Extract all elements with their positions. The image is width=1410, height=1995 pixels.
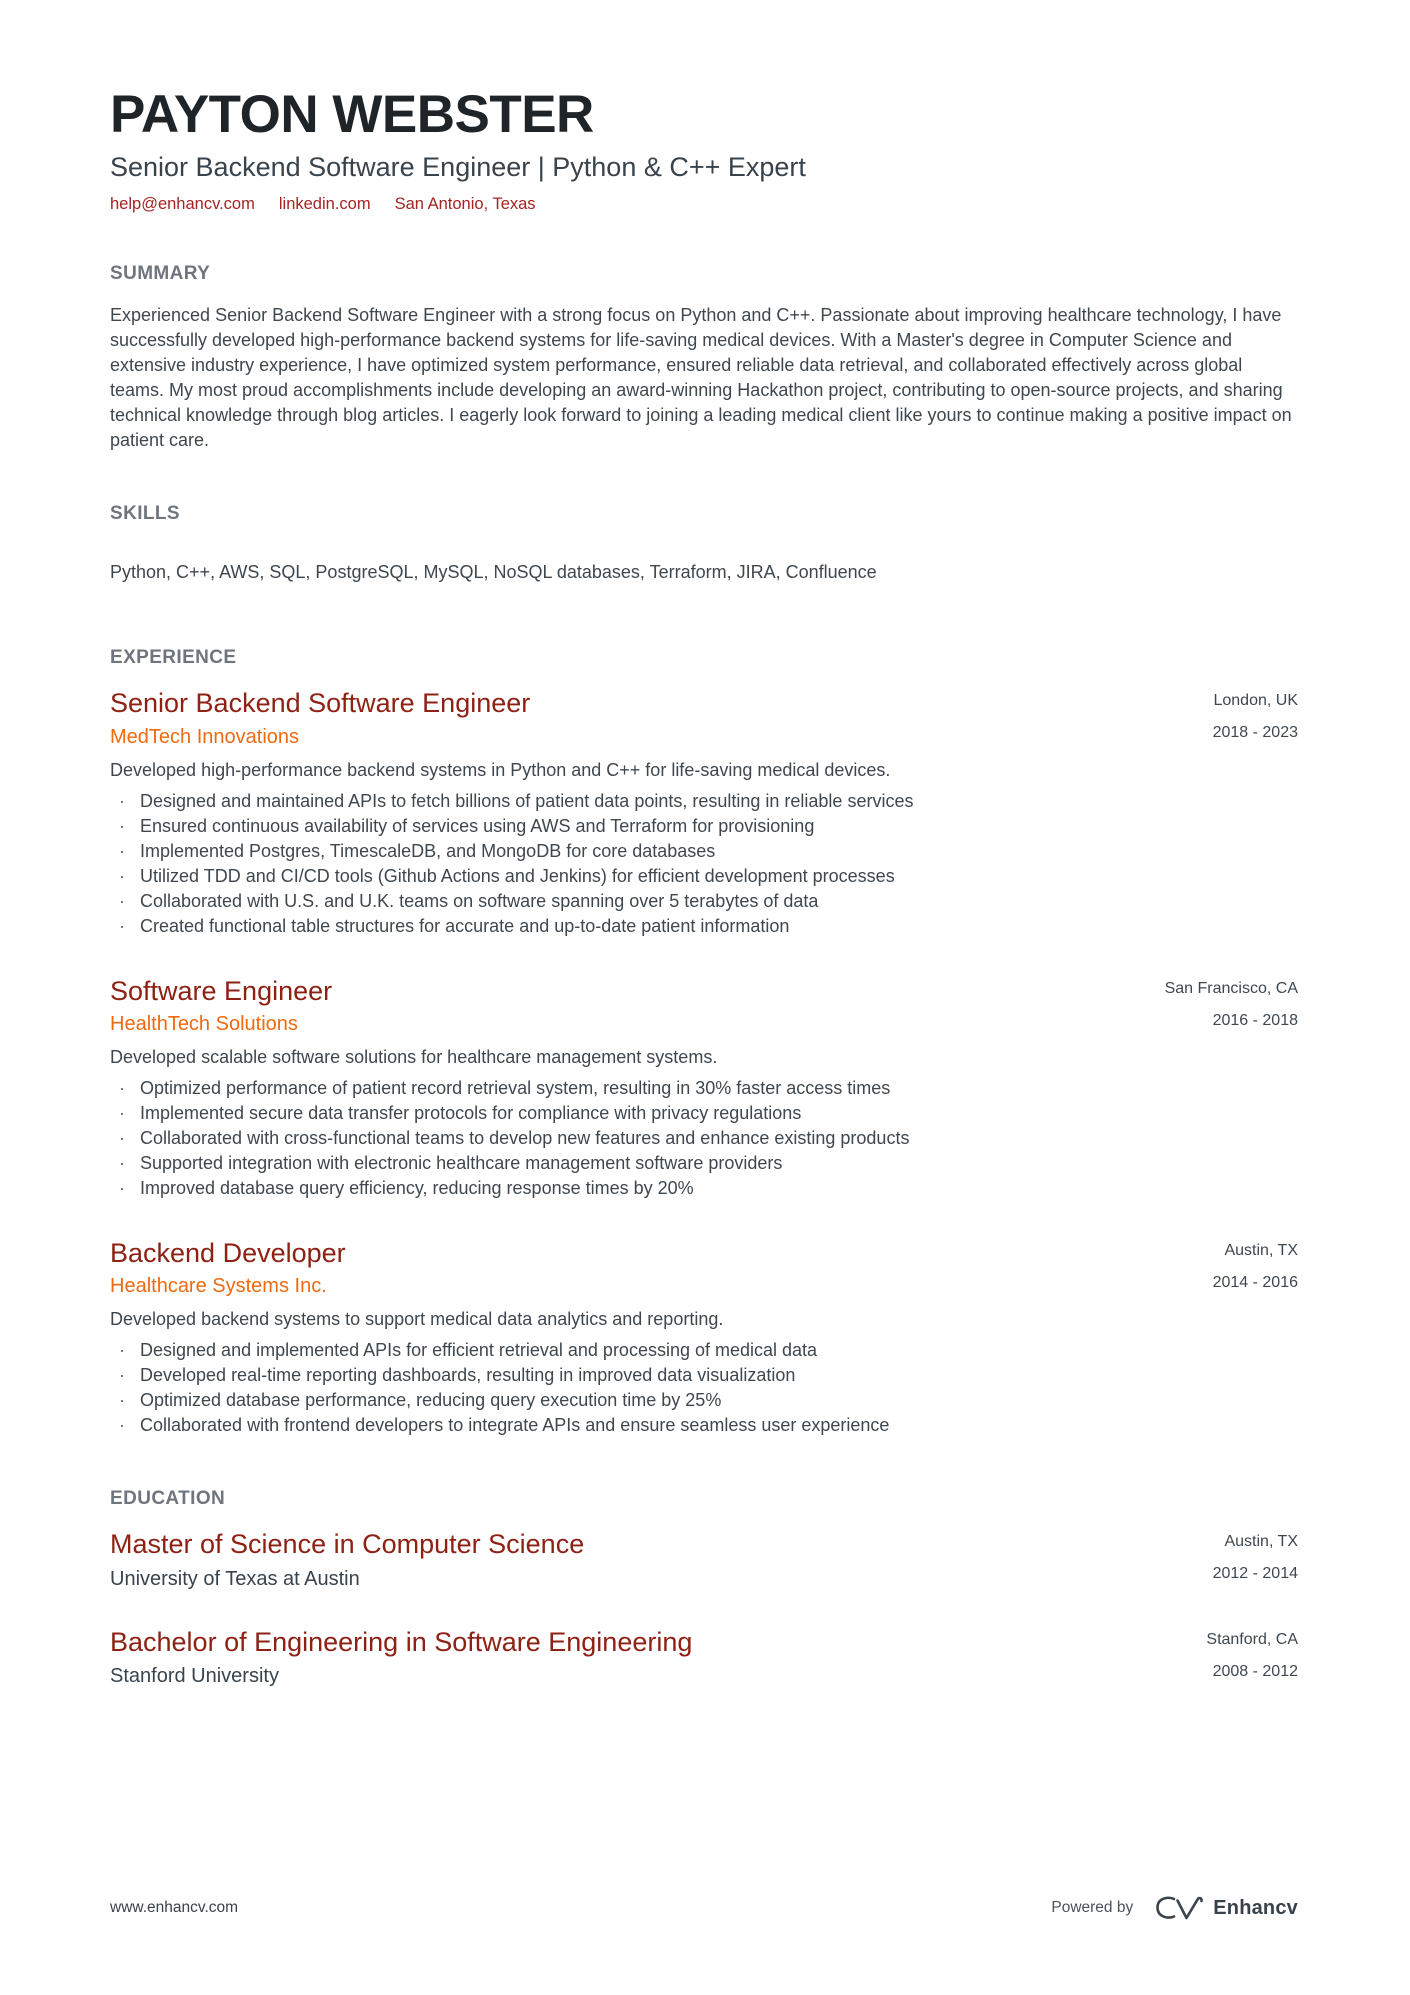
job-entry (110, 687, 1298, 938)
job-entry (110, 975, 1298, 1201)
job-entry (110, 1237, 1298, 1438)
job-dates: 2016 - 2018 (1212, 1011, 1298, 1029)
job-bullets (110, 1338, 1183, 1438)
job-location: Austin, TX (1224, 1242, 1298, 1260)
resume-header (110, 86, 1298, 215)
job-meta (1213, 1237, 1298, 1292)
contact-row (110, 195, 1298, 215)
job-main (110, 975, 1165, 1201)
job-dates: 2014 - 2016 (1212, 1274, 1298, 1292)
footer-website-link[interactable]: www.enhancv.com (110, 1899, 239, 1916)
bullet-item: · Improved database query efficiency, reducing response times by 20% (110, 1176, 1135, 1201)
job-company: HealthTech Solutions (110, 1013, 298, 1036)
skills-list: Python, C++, AWS, SQL, PostgreSQL, MySQL, NoSQL databases, Terraform, JIRA, Confluence (110, 562, 877, 583)
bullet-item: · Designed and maintained APIs to fetch billions of patient data points, resulting in reliable services (110, 789, 1183, 814)
degree-meta (1213, 1528, 1298, 1583)
degree-entry (110, 1626, 1298, 1689)
bullet-item: · Developed real-time reporting dashboards, resulting in improved data visualization (110, 1363, 1183, 1388)
degree-location: Stanford, CA (1206, 1630, 1298, 1648)
job-location: London, UK (1213, 692, 1298, 710)
bullet-item: · Created functional table structures for accurate and up-to-date patient information (110, 914, 1183, 939)
enhancv-logo-icon (1151, 1893, 1203, 1923)
bullet-item: · Optimized database performance, reducing query execution time by 25% (110, 1388, 1183, 1413)
job-company: Healthcare Systems Inc. (110, 1275, 327, 1298)
summary-section (110, 263, 1298, 453)
enhancv-brand-link[interactable] (1151, 1893, 1298, 1923)
candidate-name: PAYTON WEBSTER (110, 85, 594, 144)
job-title: Senior Backend Software Engineer (110, 688, 531, 719)
job-meta (1165, 975, 1298, 1030)
candidate-headline: Senior Backend Software Engineer | Python & C++ Expert (110, 152, 806, 183)
job-bullets (110, 789, 1183, 939)
bullet-item: · Collaborated with cross-functional teams to develop new features and enhance existing products (110, 1126, 1135, 1151)
bullet-item: · Supported integration with electronic healthcare management software providers (110, 1151, 1135, 1176)
experience-heading: EXPERIENCE (110, 647, 237, 669)
degree-location: Austin, TX (1224, 1533, 1298, 1551)
powered-by-label: Powered by (1051, 1899, 1134, 1916)
bullet-item: · Utilized TDD and CI/CD tools (Github Actions and Jenkins) for efficient development processes (110, 864, 1183, 889)
education-heading: EDUCATION (110, 1488, 226, 1510)
degree-title: Master of Science in Computer Science (110, 1529, 585, 1560)
bullet-item: · Ensured continuous availability of services using AWS and Terraform for provisioning (110, 814, 1183, 839)
degree-title: Bachelor of Engineering in Software Engineering (110, 1626, 693, 1657)
contact-linkedin-link[interactable]: linkedin.com (278, 194, 371, 213)
bullet-item: · Implemented secure data transfer protocols for compliance with privacy regulations (110, 1101, 1135, 1126)
job-main (110, 1237, 1213, 1438)
job-bullets (110, 1076, 1135, 1201)
education-section (110, 1488, 1298, 1689)
degree-school: Stanford University (110, 1665, 279, 1688)
degree-main (110, 1528, 1213, 1591)
job-description: Developed high-performance backend systems in Python and C++ for life-saving medical devices. (110, 759, 891, 780)
summary-heading: SUMMARY (110, 262, 211, 284)
degree-dates: 2008 - 2012 (1212, 1662, 1298, 1680)
contact-location: San Antonio, Texas (394, 194, 536, 213)
job-title: Software Engineer (110, 975, 333, 1006)
job-meta (1213, 687, 1298, 742)
job-description: Developed backend systems to support medical data analytics and reporting. (110, 1309, 724, 1330)
degree-meta (1206, 1626, 1298, 1681)
brand-name: Enhancv (1213, 1896, 1298, 1919)
contact-email-link[interactable]: help@enhancv.com (110, 194, 255, 213)
bullet-item: · Optimized performance of patient record retrieval system, resulting in 30% faster access times (110, 1076, 1135, 1101)
job-title: Backend Developer (110, 1238, 346, 1269)
job-company: MedTech Innovations (110, 725, 300, 748)
bullet-item: · Collaborated with U.S. and U.K. teams on software spanning over 5 terabytes of data (110, 889, 1183, 914)
job-dates: 2018 - 2023 (1212, 724, 1298, 742)
degree-main (110, 1626, 1206, 1689)
experience-section (110, 647, 1298, 1438)
degree-entry (110, 1528, 1298, 1591)
summary-text: Experienced Senior Backend Software Engineer with a strong focus on Python and C++. Passionate about improving healthcare technology, I have successfully developed high-performance backend systems for life-saving medical devices. With a Master's degree in Computer Science and extensive industry experience, I have optimized system performance, ensured reliable data retrieval, and collaborated effectively across global teams. My most proud accomplishments include developing an award-winning Hackathon project, contributing to open-source projects, and sharing technical knowledge through blog articles. I eagerly look forward to joining a leading medical client like yours to continue making a positive impact on patient care. (110, 304, 1292, 450)
job-location: San Francisco, CA (1164, 979, 1298, 997)
skills-heading: SKILLS (110, 502, 180, 524)
bullet-item: · Designed and implemented APIs for efficient retrieval and processing of medical data (110, 1338, 1183, 1363)
skills-section (110, 503, 1298, 586)
page-footer (110, 1893, 1298, 1923)
job-main (110, 687, 1213, 938)
degree-school: University of Texas at Austin (110, 1567, 360, 1590)
job-description: Developed scalable software solutions for healthcare management systems. (110, 1047, 718, 1068)
degree-dates: 2012 - 2014 (1212, 1565, 1298, 1583)
footer-branding (1051, 1893, 1298, 1923)
bullet-item: · Implemented Postgres, TimescaleDB, and MongoDB for core databases (110, 839, 1183, 864)
bullet-item: · Collaborated with frontend developers to integrate APIs and ensure seamless user experience (110, 1413, 1183, 1438)
